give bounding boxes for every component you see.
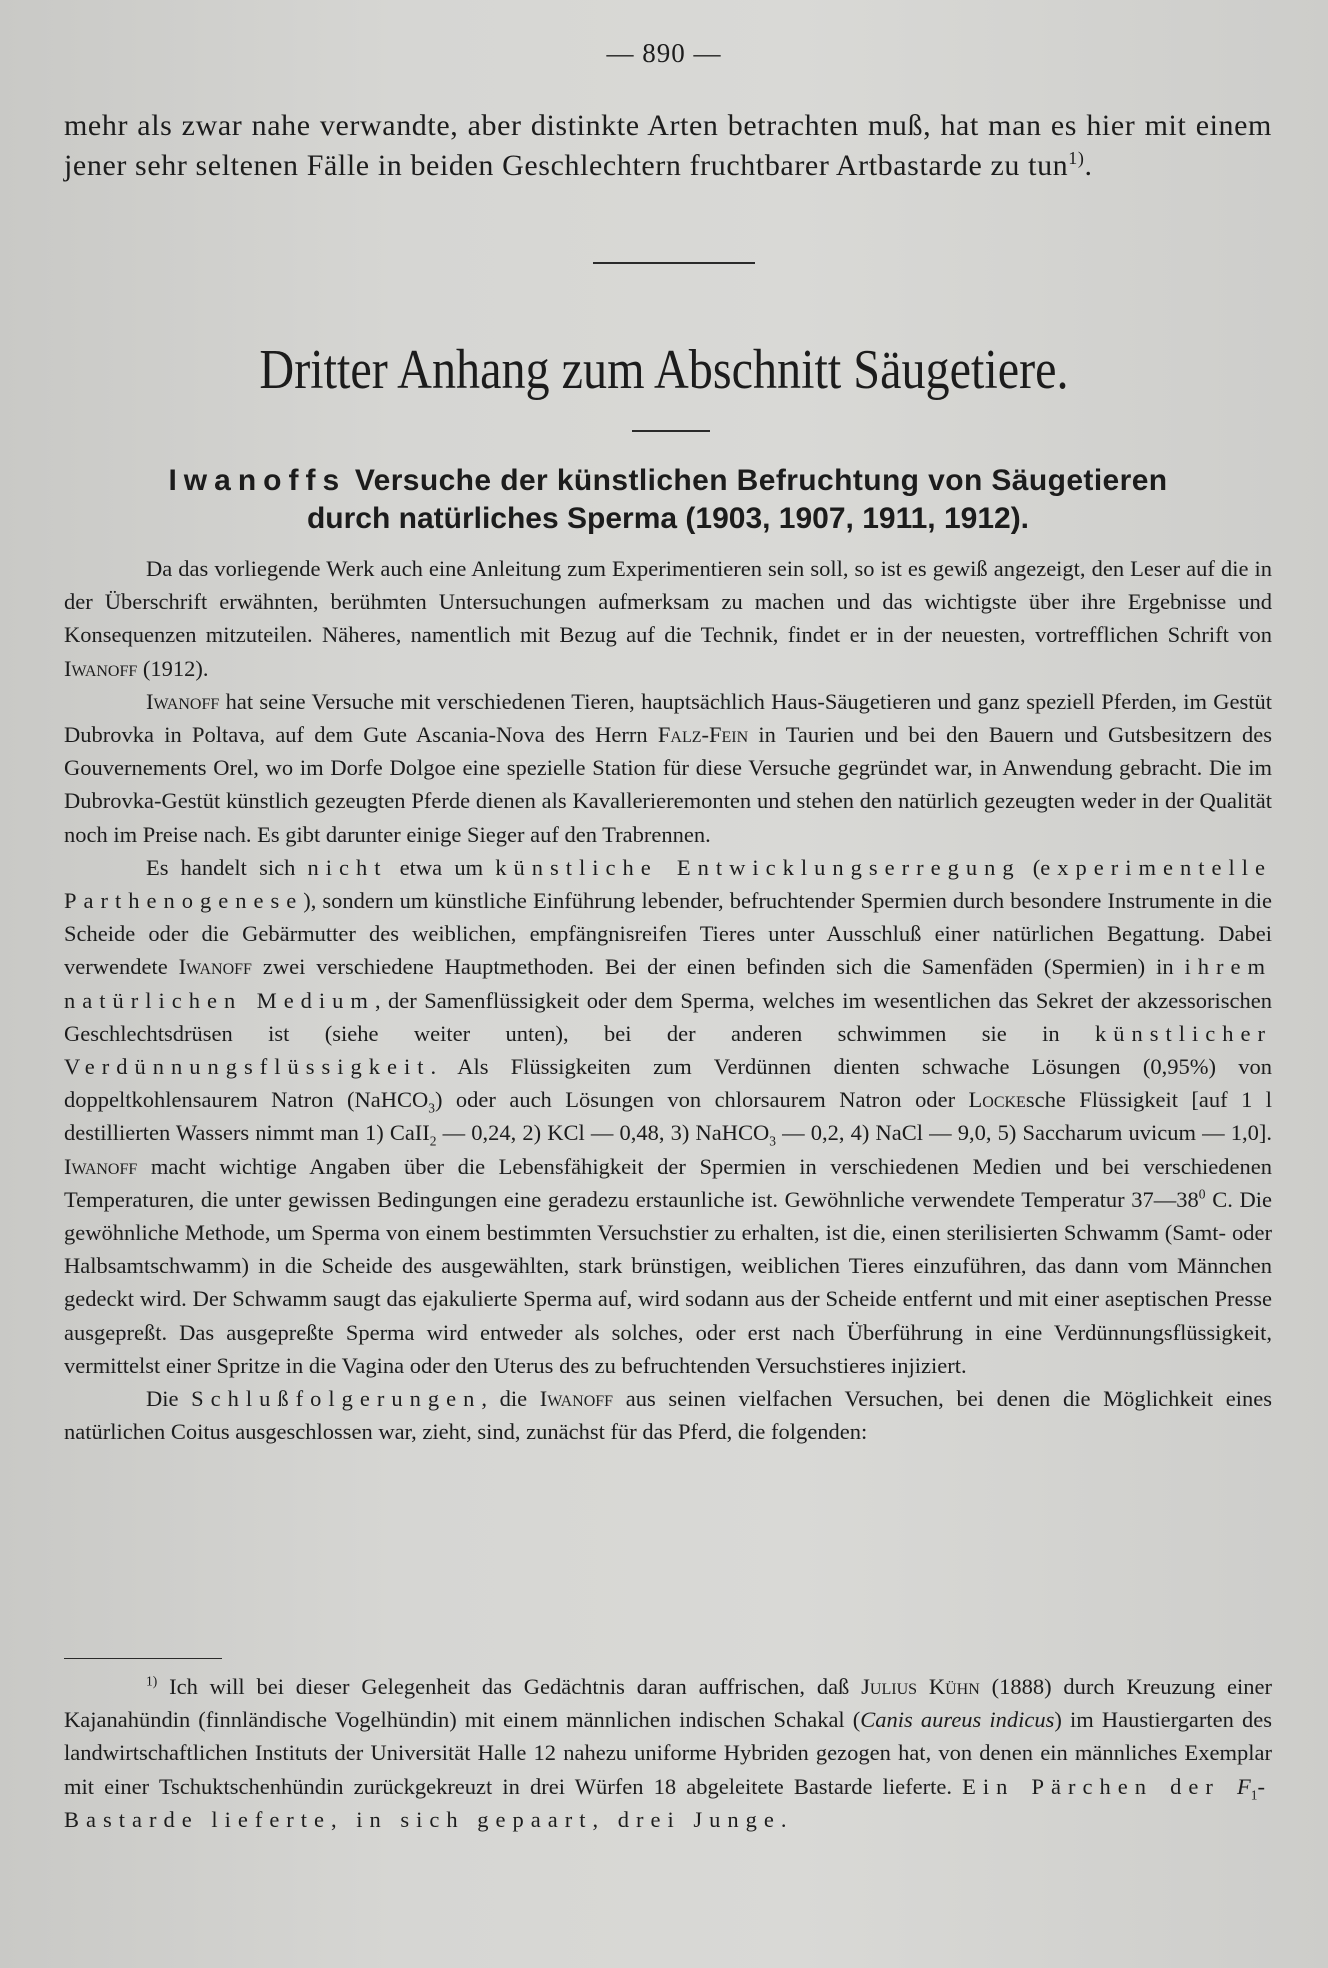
paragraph-3: Es handelt sich nicht etwa um künstliche Entwicklungserregung (experimentelle Parthenogenese), sondern um künstliche Einführung lebender, befruchtender Spermien durch besondere Instrumente in die Scheide oder die Gebärmutter des weiblichen, empfängnisreifen Tieres unter Ausschluß einer natürlichen Begattung. Dabei verwendete Iwanoff zwei verschiedene Hauptmethoden. Bei der einen befinden sich die Samenfäden (Spermien) in ihrem natürlichen Medium, der Samenflüssigkeit oder dem Sperma, welches im wesentlichen das Sekret der akzessorischen Geschlechtsdrüsen ist (siehe weiter unten), bei der anderen schwimmen sie in künstlicher Verdünnungsflüssigkeit. Als Flüssigkeiten zum Verdünnen dienten schwache Lösungen (0,95%) von doppeltkohlensaurem Natron (NaHCO$_3$) oder auch Lösungen von chlorsaurem Natron oder Lockesche Flüssigkeit [auf 1 l destillierten Wassers nimmt man 1) CaII$_2$ — 0,24, 2) KCl — 0,48, 3) NaHCO$_3$ — 0,2, 4) NaCl — 9,0, 5) Saccharum uvicum — 1,0]. Iwanoff macht wichtige Angaben über die Lebensfähigkeit der Spermien in verschiedenen Medien und bei verschiedenen Temperaturen, die unter gewissen Bedingungen eine geradezu erstaunliche ist. Gewöhnliche verwendete Temperatur $37—38^0$ C. Die gewöhnliche Methode, um Sperma von einem bestimmten Versuchstier zu erhalten, ist die, einen sterilisierten Schwamm (Samt- oder Halbsamtschwamm) in die Scheide des ausgewählten, stark brünstigen, weiblichen Tieres einzuführen, das dann vom Männchen gedeckt wird. Der Schwamm saugt das ejakulierte Sperma auf, wird sodann aus der Scheide entfernt und mit einer aseptischen Presse ausgepreßt. Das ausgepreßte Sperma wird entweder als solches, oder erst nach Überführung in eine Verdünnungsflüssigkeit, vermittelst einer Spritze in die Vagina oder den Uterus des zu befruchtenden Versuchstieres injiziert. [64,854,1273,1378]
author-name: Iwanoff [178,954,252,980]
footnote-divider [64,1658,222,1659]
heading-divider [632,430,710,432]
author-name: Iwanoff [539,1386,614,1412]
intro-paragraph: mehr als zwar nahe verwandte, aber distinkte Arten betrachten muß, hat man es hier mit einem jener sehr seltenen Fälle in beiden Geschlechtern fruchtbarer Artbastarde zu tun$^{1)}$. [64,109,1272,182]
author-name: Iwanoff [64,655,138,681]
author-name: Iwanoff [64,1153,138,1179]
person-name: Locke [968,1087,1026,1113]
author-name: Iwanoff [146,688,220,714]
section-heading: Dritter Anhang zum Abschnitt Säugetiere. [259,339,1069,401]
section-divider [593,262,755,264]
footnote-mark: 1) [146,1673,158,1689]
page-number: — 890 — [606,38,722,68]
paragraph-4: Die Schlußfolgerungen, die Iwanoff aus seinen vielfachen Versuchen, bei denen die Möglichkeit eines natürlichen Coitus ausgeschlossen war, zieht, sind, zunächst für das Pferd, die folgenden: [64,1386,1272,1445]
subsection-heading: Iwanoffs Versuche der künstlichen Befruchtung von Säugetieren durch natürliches Sperma (1903, 1907, 1911, 1912). [168,464,1168,535]
species-name: Canis aureus indicus [860,1707,1055,1733]
footnote: $^{1)}$ Ich will bei dieser Gelegenheit das Gedächtnis daran auffrischen, daß Julius Kühn (1888) durch Kreuzung einer Kajanahündin (finnländische Vogelhündin) mit einem männlichen indischen Schakal (Canis aureus indicus) im Haustiergarten des landwirtschaftlichen Instituts der Universität Halle 12 nahezu uniforme Hybriden gezogen hat, von denen ein männliches Exemplar mit einer Tschuktschenhündin zurückgekreuzt in drei Würfen 18 abgeleitete Bastarde lieferte. Ein Pärchen der $F_1$-Bastarde lieferte, in sich gepaart, drei Junge. [64,1673,1273,1832]
body-text [64,552,1272,1448]
paragraph-2: Iwanoff hat seine Versuche mit verschiedenen Tieren, hauptsächlich Haus-Säugetieren und ganz speziell Pferden, im Gestüt Dubrovka in Poltava, auf dem Gute Ascania-Nova des Herrn Falz-Fein in Taurien und bei den Bauern und Gutsbesitzern des Gouvernements Orel, wo im Dorfe Dolgoe eine spezielle Station für diese Versuche gegründet war, in Anwendung gebracht. Die im Dubrovka-Gestüt künstlich gezeugten Pferde dienen als Kavallerieremonten und stehen den natürlich gezeugten weder in der Qualität noch im Preise nach. Es gibt darunter einige Sieger auf den Trabrennen. [64,688,1272,847]
footnote-reference: 1) [1068,148,1085,168]
person-name: Julius Kühn [861,1674,980,1699]
person-name: Falz-Fein [657,722,749,748]
paragraph-1: Da das vorliegende Werk auch eine Anleitung zum Experimentieren sein soll, so ist es gewiß angezeigt, den Leser auf die in der Überschrift erwähnten, berühmten Untersuchungen aufmerksam zu machen und das wichtigste über ihre Ergebnisse und Konsequenzen mitzuteilen. Näheres, namentlich mit Bezug auf die Technik, findet er in der neuesten, vortrefflichen Schrift von Iwanoff (1912). [64,556,1272,681]
